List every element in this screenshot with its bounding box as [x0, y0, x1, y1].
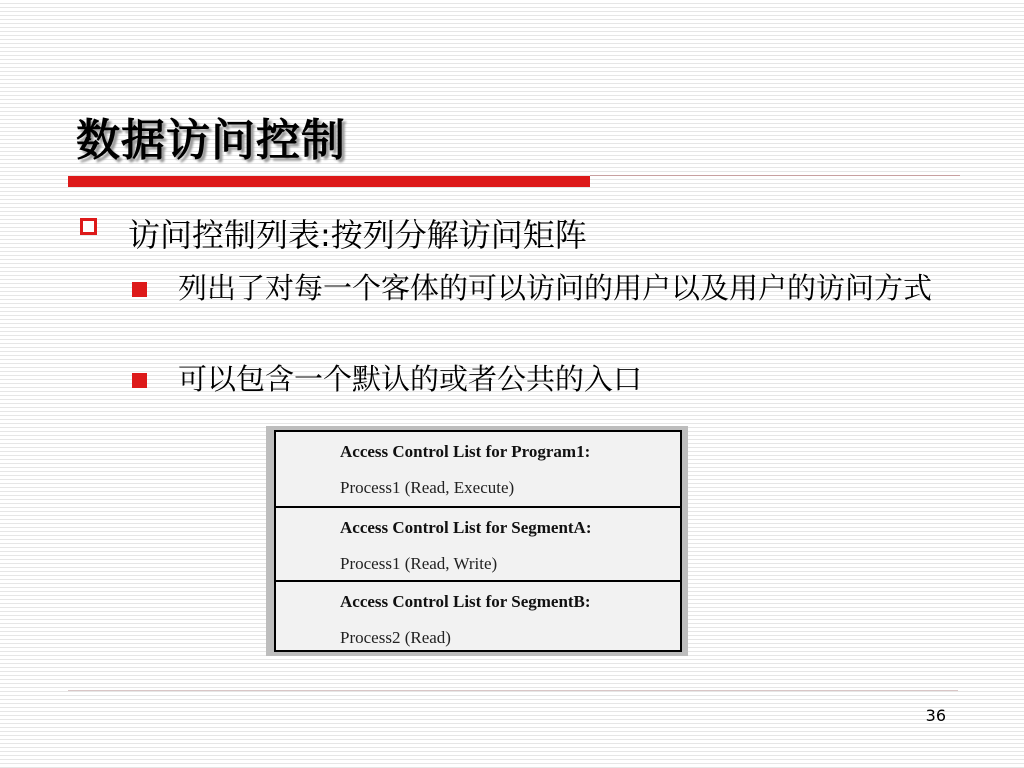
acl-row-heading: Access Control List for Program1: [340, 442, 591, 461]
footer-divider [68, 690, 958, 691]
acl-row-permission: Process1 (Read, Write) [340, 554, 498, 573]
sub-bullet-1: 列出了对每一个客体的可以访问的用户以及用户的访问方式 [178, 271, 933, 305]
filled-square-bullet-icon [132, 373, 147, 388]
acl-table [274, 430, 682, 652]
title-underline-thin [590, 175, 960, 176]
slide-title: 数据访问控制 [76, 115, 346, 166]
filled-square-bullet-icon [132, 282, 147, 297]
page-number: 36 [925, 706, 946, 725]
hollow-square-bullet-icon [80, 218, 97, 235]
main-bullet-text: 访问控制列表:按列分解访问矩阵 [128, 216, 587, 254]
acl-row [276, 432, 680, 506]
acl-row [276, 580, 680, 654]
acl-row-permission: Process1 (Read, Execute) [340, 478, 515, 497]
acl-row-heading: Access Control List for SegmentA: [340, 518, 592, 537]
title-underline-red [68, 176, 590, 187]
acl-row-heading: Access Control List for SegmentB: [340, 592, 591, 611]
acl-row [276, 506, 680, 580]
sub-bullet-2: 可以包含一个默认的或者公共的入口 [178, 362, 643, 396]
acl-row-permission: Process2 (Read) [340, 628, 451, 647]
